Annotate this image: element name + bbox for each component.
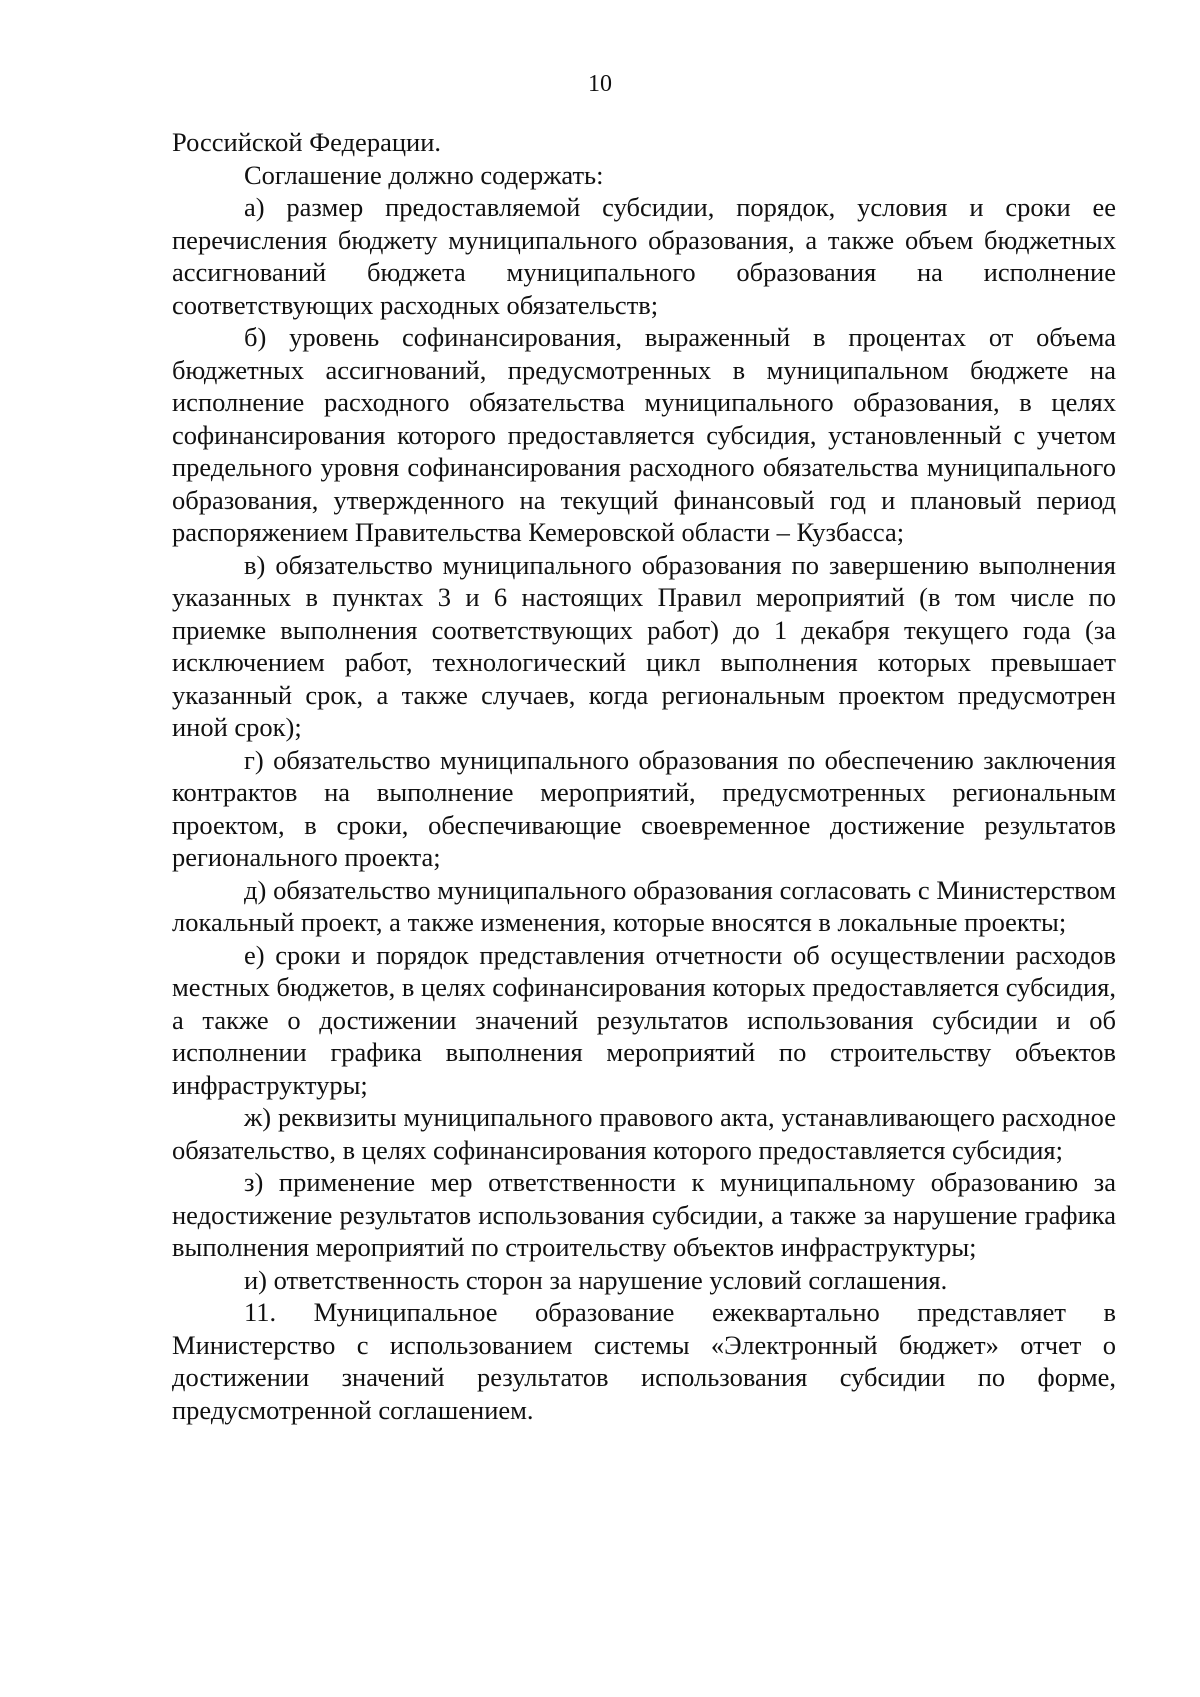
page-number: 10 [588, 71, 612, 97]
paragraph-item-b: б) уровень софинансирования, выраженный в процентах от объема бюджетных ассигнований, предусмотренных в муниципальном бюджете на исполнение расходного обязательства муниципального образования, в целях софинансирования которого предоставляется субсидия, установленный с учетом предельного уровня софинансирования расходного обязательства муниципального образования, утвержденного на текущий финансовый год и плановый период распоряжением Правительства Кемеровской области – Кузбасса; [172, 322, 1116, 547]
paragraph-item-zh: ж) реквизиты муниципального правового акта, устанавливающего расходное обязательство, в целях софинансирования которого предоставляется субсидия; [172, 1102, 1116, 1165]
document-body [172, 126, 1116, 1426]
paragraph-item-i: и) ответственность сторон за нарушение условий соглашения. [244, 1264, 948, 1295]
paragraph-item-a: а) размер предоставляемой субсидии, порядок, условия и сроки ее перечисления бюджету муниципального образования, а также объем бюджетных ассигнований бюджета муниципального образования на исполнение соответствующих расходных обязательств; [172, 192, 1116, 320]
paragraph-continuation: Российской Федерации. [172, 127, 441, 157]
paragraph-item-e: е) сроки и порядок представления отчетности об осуществлении расходов местных бюджетов, в целях софинансирования которых предоставляется субсидия, а также о достижении значений результатов использования субсидии и об исполнении графика выполнения мероприятий по строительству объектов инфраструктуры; [172, 939, 1116, 1100]
paragraph-item-v: в) обязательство муниципального образования по завершению выполнения указанных в пунктах 3 и 6 настоящих Правил мероприятий (в том числе по приемке выполнения соответствующих работ) до 1 декабря текущего года (за исключением работ, технологический цикл выполнения которых превышает указанный срок, а также случаев, когда региональным проектом предусмотрен иной срок); [172, 549, 1116, 742]
paragraph-item-d: д) обязательство муниципального образования согласовать с Министерством локальный проект, а также изменения, которые вносятся в локальные проекты; [172, 874, 1116, 937]
paragraph-agreement-intro: Соглашение должно содержать: [244, 159, 604, 190]
paragraph-section-11: 11. Муниципальное образование ежеквартально представляет в Министерство с использованием системы «Электронный бюджет» отчет о достижении значений результатов использования субсидии по форме, предусмотренной соглашением. [172, 1297, 1116, 1425]
paragraph-item-g: г) обязательство муниципального образования по обеспечению заключения контрактов на выполнение мероприятий, предусмотренных региональным проектом, в сроки, обеспечивающие своевременное достижение результатов регионального проекта; [172, 744, 1116, 872]
paragraph-item-z: з) применение мер ответственности к муниципальному образованию за недостижение результатов использования субсидии, а также за нарушение графика выполнения мероприятий по строительству объектов инфраструктуры; [172, 1167, 1116, 1262]
